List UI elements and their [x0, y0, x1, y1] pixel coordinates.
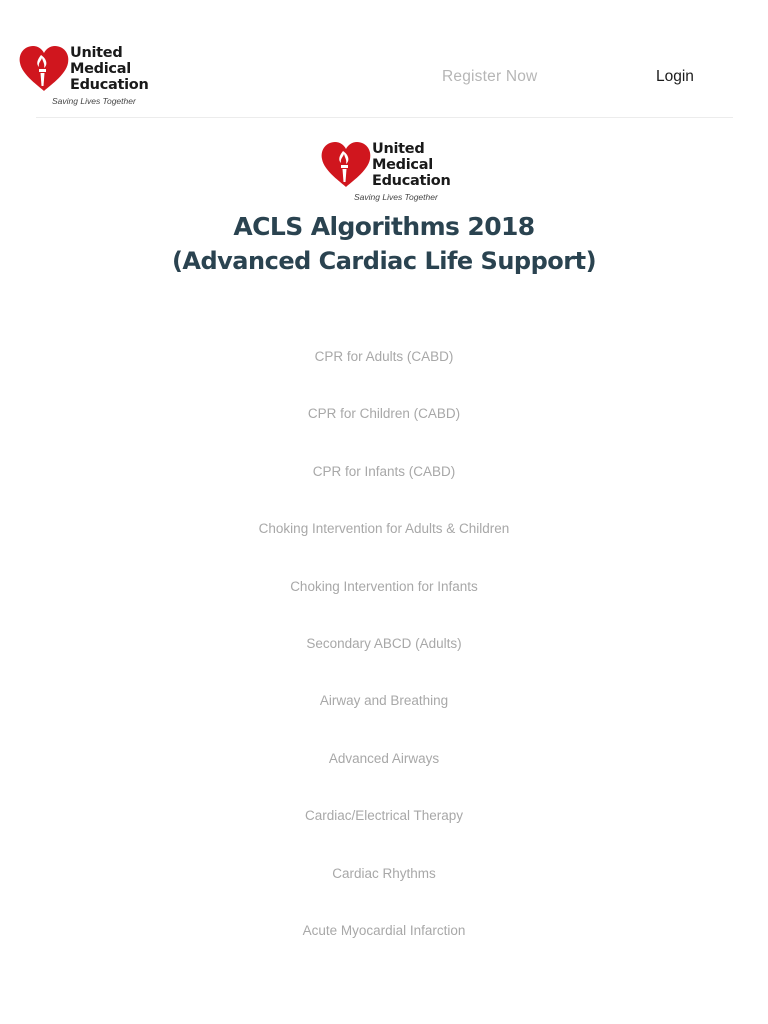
logo-wordmark: United Medical Education: [372, 141, 451, 189]
heart-torch-icon: [320, 141, 372, 189]
algorithm-link-cardiac-electrical-therapy[interactable]: Cardiac/Electrical Therapy: [304, 808, 464, 824]
page-title: ACLS Algorithms 2018: [233, 212, 535, 241]
list-item: [0, 511, 768, 568]
algorithm-link-secondary-abcd[interactable]: Secondary ABCD (Adults): [306, 635, 462, 651]
logo-wordmark: United Medical Education: [70, 45, 149, 93]
logo-tagline: Saving Lives Together: [354, 192, 438, 202]
list-item: [0, 569, 768, 626]
algorithm-link-cpr-adults[interactable]: CPR for Adults (CABD): [314, 349, 454, 364]
heart-torch-icon: [18, 45, 70, 93]
algorithm-link-choking-infants[interactable]: Choking Intervention for Infants: [290, 578, 478, 594]
list-item: [0, 454, 768, 511]
list-item: [0, 913, 768, 970]
list-item: [0, 741, 768, 798]
register-now-link[interactable]: Register Now: [442, 68, 538, 85]
logo-tagline: Saving Lives Together: [52, 96, 136, 106]
list-item: [0, 626, 768, 683]
algorithm-link-cpr-infants[interactable]: CPR for Infants (CABD): [312, 463, 456, 479]
list-item: [0, 856, 768, 913]
list-item: [0, 683, 768, 740]
list-item: [0, 798, 768, 855]
list-item: [0, 396, 768, 453]
page-logo: [320, 141, 454, 203]
algorithm-link-choking-adults-children[interactable]: Choking Intervention for Adults & Children: [258, 521, 510, 537]
header-logo[interactable]: [18, 45, 152, 107]
algorithm-link-advanced-airways[interactable]: Advanced Airways: [328, 750, 440, 766]
algorithm-list: [0, 339, 768, 970]
login-link[interactable]: Login: [656, 68, 694, 85]
algorithm-link-cardiac-rhythms[interactable]: Cardiac Rhythms: [332, 865, 436, 881]
algorithm-link-airway-breathing[interactable]: Airway and Breathing: [319, 693, 449, 709]
page-subtitle: (Advanced Cardiac Life Support): [171, 247, 597, 275]
algorithm-link-acute-mi[interactable]: Acute Myocardial Infarction: [302, 922, 466, 938]
algorithm-link-cpr-children[interactable]: CPR for Children (CABD): [307, 406, 461, 422]
list-item: [0, 339, 768, 396]
